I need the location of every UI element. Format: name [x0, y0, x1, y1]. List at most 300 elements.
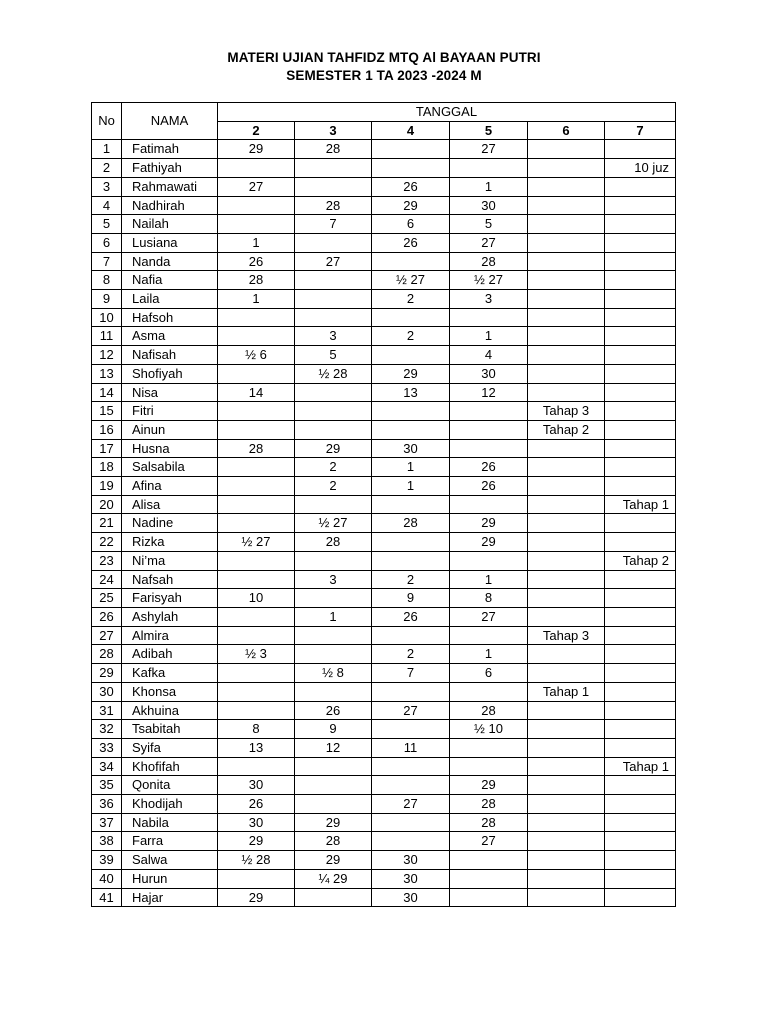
- table-row: [92, 495, 676, 514]
- cell-date-5: 29: [450, 514, 528, 533]
- cell-date-2: 30: [218, 776, 295, 795]
- cell-date-5: [450, 757, 528, 776]
- table-row: [92, 177, 676, 196]
- student-name: Nanda: [122, 252, 218, 271]
- table-row: [92, 720, 676, 739]
- cell-date-2: [218, 551, 295, 570]
- student-name: Khodijah: [122, 795, 218, 814]
- cell-date-5: 26: [450, 458, 528, 477]
- row-number: 21: [92, 514, 122, 533]
- cell-date-3: 9: [295, 720, 372, 739]
- cell-date-4: 27: [372, 701, 450, 720]
- cell-date-3: 3: [295, 327, 372, 346]
- cell-date-7: [605, 215, 676, 234]
- header-no: No: [92, 103, 122, 140]
- student-name: Qonita: [122, 776, 218, 795]
- cell-date-4: [372, 682, 450, 701]
- student-name: Farra: [122, 832, 218, 851]
- table-row: [92, 364, 676, 383]
- table-row: [92, 626, 676, 645]
- student-name: Nafsah: [122, 570, 218, 589]
- cell-date-7: [605, 477, 676, 496]
- cell-date-6: [528, 607, 605, 626]
- table-row: [92, 346, 676, 365]
- student-name: Lusiana: [122, 233, 218, 252]
- row-number: 28: [92, 645, 122, 664]
- cell-date-3: ½ 27: [295, 514, 372, 533]
- row-number: 34: [92, 757, 122, 776]
- cell-date-5: ½ 27: [450, 271, 528, 290]
- cell-date-7: [605, 327, 676, 346]
- cell-date-5: 3: [450, 290, 528, 309]
- cell-date-2: [218, 477, 295, 496]
- table-row: [92, 215, 676, 234]
- cell-date-4: [372, 402, 450, 421]
- student-name: Ashylah: [122, 607, 218, 626]
- cell-date-2: [218, 327, 295, 346]
- cell-date-7: [605, 196, 676, 215]
- cell-date-3: [295, 757, 372, 776]
- cell-date-3: 28: [295, 196, 372, 215]
- cell-date-3: ½ 8: [295, 664, 372, 683]
- cell-date-2: 27: [218, 177, 295, 196]
- cell-date-3: [295, 776, 372, 795]
- table-header-row: [92, 103, 676, 122]
- cell-date-4: 2: [372, 645, 450, 664]
- cell-date-4: [372, 140, 450, 159]
- cell-date-4: 9: [372, 589, 450, 608]
- cell-date-7: [605, 308, 676, 327]
- cell-date-5: 30: [450, 196, 528, 215]
- student-name: Khofifah: [122, 757, 218, 776]
- cell-date-2: [218, 215, 295, 234]
- header-nama: NAMA: [122, 103, 218, 140]
- cell-date-5: 1: [450, 177, 528, 196]
- row-number: 41: [92, 888, 122, 907]
- cell-date-4: 2: [372, 327, 450, 346]
- cell-date-5: 1: [450, 645, 528, 664]
- cell-date-5: 1: [450, 570, 528, 589]
- cell-date-3: 2: [295, 458, 372, 477]
- header-date-2: 2: [218, 121, 295, 140]
- cell-date-3: [295, 888, 372, 907]
- cell-date-2: [218, 402, 295, 421]
- row-number: 14: [92, 383, 122, 402]
- cell-date-5: 4: [450, 346, 528, 365]
- cell-date-2: 28: [218, 271, 295, 290]
- cell-date-4: 2: [372, 570, 450, 589]
- cell-date-3: ½ 28: [295, 364, 372, 383]
- cell-date-3: [295, 645, 372, 664]
- cell-date-2: 1: [218, 290, 295, 309]
- cell-date-6: [528, 159, 605, 178]
- row-number: 10: [92, 308, 122, 327]
- cell-date-7: [605, 570, 676, 589]
- cell-date-5: [450, 869, 528, 888]
- student-name: Hajar: [122, 888, 218, 907]
- table-row: [92, 402, 676, 421]
- student-name: Almira: [122, 626, 218, 645]
- cell-date-6: Tahap 2: [528, 420, 605, 439]
- cell-date-7: [605, 888, 676, 907]
- cell-date-4: 30: [372, 869, 450, 888]
- row-number: 12: [92, 346, 122, 365]
- cell-date-2: [218, 664, 295, 683]
- row-number: 25: [92, 589, 122, 608]
- cell-date-5: 28: [450, 795, 528, 814]
- cell-date-3: [295, 795, 372, 814]
- cell-date-3: [295, 402, 372, 421]
- cell-date-4: 28: [372, 514, 450, 533]
- student-name: Kafka: [122, 664, 218, 683]
- table-row: [92, 140, 676, 159]
- cell-date-3: 29: [295, 439, 372, 458]
- cell-date-6: Tahap 1: [528, 682, 605, 701]
- student-name: Ni’ma: [122, 551, 218, 570]
- cell-date-2: [218, 757, 295, 776]
- cell-date-2: [218, 701, 295, 720]
- cell-date-3: [295, 271, 372, 290]
- cell-date-6: [528, 271, 605, 290]
- table-row: [92, 514, 676, 533]
- cell-date-5: 29: [450, 533, 528, 552]
- cell-date-7: [605, 589, 676, 608]
- header-date-5: 5: [450, 121, 528, 140]
- row-number: 9: [92, 290, 122, 309]
- cell-date-6: [528, 776, 605, 795]
- student-name: Akhuina: [122, 701, 218, 720]
- cell-date-6: [528, 477, 605, 496]
- cell-date-2: 13: [218, 738, 295, 757]
- cell-date-7: [605, 533, 676, 552]
- cell-date-4: 27: [372, 795, 450, 814]
- cell-date-6: [528, 813, 605, 832]
- cell-date-7: [605, 383, 676, 402]
- student-name: Khonsa: [122, 682, 218, 701]
- cell-date-6: [528, 196, 605, 215]
- student-name: Nabila: [122, 813, 218, 832]
- row-number: 40: [92, 869, 122, 888]
- cell-date-5: 8: [450, 589, 528, 608]
- cell-date-4: [372, 252, 450, 271]
- cell-date-3: [295, 420, 372, 439]
- table-row: [92, 159, 676, 178]
- cell-date-5: [450, 738, 528, 757]
- student-name: Salwa: [122, 851, 218, 870]
- cell-date-5: 6: [450, 664, 528, 683]
- cell-date-7: [605, 720, 676, 739]
- cell-date-5: 28: [450, 252, 528, 271]
- table-row: [92, 290, 676, 309]
- cell-date-4: [372, 776, 450, 795]
- row-number: 11: [92, 327, 122, 346]
- cell-date-5: 28: [450, 701, 528, 720]
- student-name: Shofiyah: [122, 364, 218, 383]
- cell-date-4: 30: [372, 888, 450, 907]
- cell-date-6: [528, 439, 605, 458]
- row-number: 24: [92, 570, 122, 589]
- student-name: Nisa: [122, 383, 218, 402]
- cell-date-5: [450, 851, 528, 870]
- cell-date-2: [218, 420, 295, 439]
- table-row: [92, 308, 676, 327]
- table-row: [92, 327, 676, 346]
- table-row: [92, 420, 676, 439]
- row-number: 37: [92, 813, 122, 832]
- student-name: Adibah: [122, 645, 218, 664]
- cell-date-4: [372, 308, 450, 327]
- cell-date-7: [605, 607, 676, 626]
- cell-date-3: 2: [295, 477, 372, 496]
- cell-date-6: Tahap 3: [528, 402, 605, 421]
- cell-date-5: 27: [450, 832, 528, 851]
- header-date-7: 7: [605, 121, 676, 140]
- cell-date-2: [218, 495, 295, 514]
- row-number: 3: [92, 177, 122, 196]
- cell-date-2: ½ 3: [218, 645, 295, 664]
- cell-date-6: [528, 215, 605, 234]
- cell-date-6: [528, 645, 605, 664]
- student-name: Hafsoh: [122, 308, 218, 327]
- cell-date-4: 30: [372, 439, 450, 458]
- cell-date-3: 26: [295, 701, 372, 720]
- student-name: Husna: [122, 439, 218, 458]
- row-number: 33: [92, 738, 122, 757]
- cell-date-2: ½ 27: [218, 533, 295, 552]
- cell-date-5: [450, 420, 528, 439]
- table-row: [92, 196, 676, 215]
- cell-date-2: [218, 514, 295, 533]
- table-row: [92, 832, 676, 851]
- cell-date-5: 12: [450, 383, 528, 402]
- row-number: 18: [92, 458, 122, 477]
- cell-date-3: [295, 589, 372, 608]
- student-name: Afina: [122, 477, 218, 496]
- table-row: [92, 664, 676, 683]
- cell-date-4: [372, 495, 450, 514]
- cell-date-7: Tahap 2: [605, 551, 676, 570]
- table-row: [92, 869, 676, 888]
- cell-date-4: [372, 757, 450, 776]
- cell-date-2: [218, 869, 295, 888]
- row-number: 26: [92, 607, 122, 626]
- row-number: 15: [92, 402, 122, 421]
- cell-date-2: [218, 159, 295, 178]
- header-tanggal: TANGGAL: [218, 103, 676, 122]
- cell-date-6: [528, 346, 605, 365]
- cell-date-5: [450, 308, 528, 327]
- cell-date-7: [605, 458, 676, 477]
- row-number: 17: [92, 439, 122, 458]
- cell-date-4: 7: [372, 664, 450, 683]
- cell-date-7: [605, 252, 676, 271]
- cell-date-4: [372, 720, 450, 739]
- cell-date-7: [605, 776, 676, 795]
- cell-date-7: [605, 813, 676, 832]
- cell-date-4: [372, 420, 450, 439]
- document-subtitle: SEMESTER 1 TA 2023 -2024 M: [286, 68, 482, 83]
- cell-date-5: [450, 626, 528, 645]
- student-name: Syifa: [122, 738, 218, 757]
- table-row: [92, 589, 676, 608]
- cell-date-3: 28: [295, 533, 372, 552]
- cell-date-5: 27: [450, 233, 528, 252]
- cell-date-6: [528, 252, 605, 271]
- row-number: 19: [92, 477, 122, 496]
- row-number: 7: [92, 252, 122, 271]
- cell-date-6: [528, 701, 605, 720]
- student-name: Rizka: [122, 533, 218, 552]
- table-row: [92, 738, 676, 757]
- cell-date-7: [605, 514, 676, 533]
- cell-date-2: [218, 570, 295, 589]
- student-name: Nafisah: [122, 346, 218, 365]
- table-row: [92, 533, 676, 552]
- cell-date-7: [605, 869, 676, 888]
- cell-date-2: 26: [218, 795, 295, 814]
- row-number: 13: [92, 364, 122, 383]
- cell-date-4: 11: [372, 738, 450, 757]
- cell-date-6: [528, 233, 605, 252]
- cell-date-6: [528, 757, 605, 776]
- cell-date-2: 30: [218, 813, 295, 832]
- row-number: 16: [92, 420, 122, 439]
- cell-date-7: [605, 177, 676, 196]
- cell-date-3: 27: [295, 252, 372, 271]
- cell-date-4: 26: [372, 177, 450, 196]
- cell-date-5: 5: [450, 215, 528, 234]
- cell-date-5: [450, 439, 528, 458]
- cell-date-6: [528, 664, 605, 683]
- row-number: 2: [92, 159, 122, 178]
- cell-date-7: [605, 851, 676, 870]
- cell-date-6: [528, 364, 605, 383]
- cell-date-3: 29: [295, 851, 372, 870]
- cell-date-3: [295, 159, 372, 178]
- student-name: Asma: [122, 327, 218, 346]
- cell-date-2: [218, 682, 295, 701]
- student-name: Salsabila: [122, 458, 218, 477]
- student-name: Farisyah: [122, 589, 218, 608]
- cell-date-5: 30: [450, 364, 528, 383]
- student-name: Laila: [122, 290, 218, 309]
- cell-date-2: 29: [218, 140, 295, 159]
- cell-date-4: [372, 551, 450, 570]
- cell-date-6: [528, 570, 605, 589]
- cell-date-2: 26: [218, 252, 295, 271]
- student-name: Nadine: [122, 514, 218, 533]
- table-row: [92, 570, 676, 589]
- cell-date-6: Tahap 3: [528, 626, 605, 645]
- cell-date-2: [218, 196, 295, 215]
- table-row: [92, 439, 676, 458]
- cell-date-2: [218, 364, 295, 383]
- cell-date-3: [295, 626, 372, 645]
- cell-date-3: [295, 682, 372, 701]
- cell-date-5: [450, 551, 528, 570]
- cell-date-6: [528, 832, 605, 851]
- cell-date-7: [605, 233, 676, 252]
- cell-date-3: [295, 551, 372, 570]
- cell-date-2: [218, 308, 295, 327]
- cell-date-7: [605, 682, 676, 701]
- document-title: MATERI UJIAN TAHFIDZ MTQ Al BAYAAN PUTRI: [227, 50, 541, 65]
- cell-date-2: 10: [218, 589, 295, 608]
- cell-date-7: [605, 701, 676, 720]
- student-name: Nafia: [122, 271, 218, 290]
- cell-date-4: 26: [372, 233, 450, 252]
- student-name: Ainun: [122, 420, 218, 439]
- cell-date-6: [528, 514, 605, 533]
- cell-date-7: [605, 795, 676, 814]
- row-number: 29: [92, 664, 122, 683]
- table-row: [92, 682, 676, 701]
- cell-date-5: 28: [450, 813, 528, 832]
- cell-date-2: 29: [218, 888, 295, 907]
- cell-date-2: [218, 458, 295, 477]
- row-number: 31: [92, 701, 122, 720]
- cell-date-7: [605, 420, 676, 439]
- cell-date-3: 29: [295, 813, 372, 832]
- cell-date-2: 1: [218, 233, 295, 252]
- row-number: 20: [92, 495, 122, 514]
- cell-date-6: [528, 795, 605, 814]
- cell-date-6: [528, 327, 605, 346]
- row-number: 35: [92, 776, 122, 795]
- cell-date-7: [605, 832, 676, 851]
- cell-date-4: [372, 159, 450, 178]
- cell-date-3: [295, 383, 372, 402]
- cell-date-7: [605, 402, 676, 421]
- cell-date-2: 8: [218, 720, 295, 739]
- cell-date-4: 26: [372, 607, 450, 626]
- table-row: [92, 252, 676, 271]
- cell-date-6: [528, 851, 605, 870]
- cell-date-5: [450, 682, 528, 701]
- student-name: Nailah: [122, 215, 218, 234]
- cell-date-5: 26: [450, 477, 528, 496]
- cell-date-7: [605, 140, 676, 159]
- cell-date-6: [528, 738, 605, 757]
- cell-date-3: [295, 308, 372, 327]
- row-number: 38: [92, 832, 122, 851]
- cell-date-7: [605, 439, 676, 458]
- cell-date-2: [218, 607, 295, 626]
- cell-date-4: 1: [372, 477, 450, 496]
- student-name: Fitri: [122, 402, 218, 421]
- cell-date-2: ½ 6: [218, 346, 295, 365]
- table-row: [92, 271, 676, 290]
- cell-date-2: 29: [218, 832, 295, 851]
- table-row: [92, 477, 676, 496]
- cell-date-7: 10 juz: [605, 159, 676, 178]
- cell-date-5: 27: [450, 607, 528, 626]
- cell-date-2: 14: [218, 383, 295, 402]
- cell-date-7: Tahap 1: [605, 495, 676, 514]
- cell-date-7: [605, 346, 676, 365]
- cell-date-3: ¼ 29: [295, 869, 372, 888]
- cell-date-7: Tahap 1: [605, 757, 676, 776]
- cell-date-6: [528, 308, 605, 327]
- cell-date-5: [450, 495, 528, 514]
- cell-date-6: [528, 589, 605, 608]
- table-row: [92, 888, 676, 907]
- header-date-4: 4: [372, 121, 450, 140]
- cell-date-6: [528, 177, 605, 196]
- row-number: 36: [92, 795, 122, 814]
- cell-date-5: 29: [450, 776, 528, 795]
- cell-date-5: [450, 159, 528, 178]
